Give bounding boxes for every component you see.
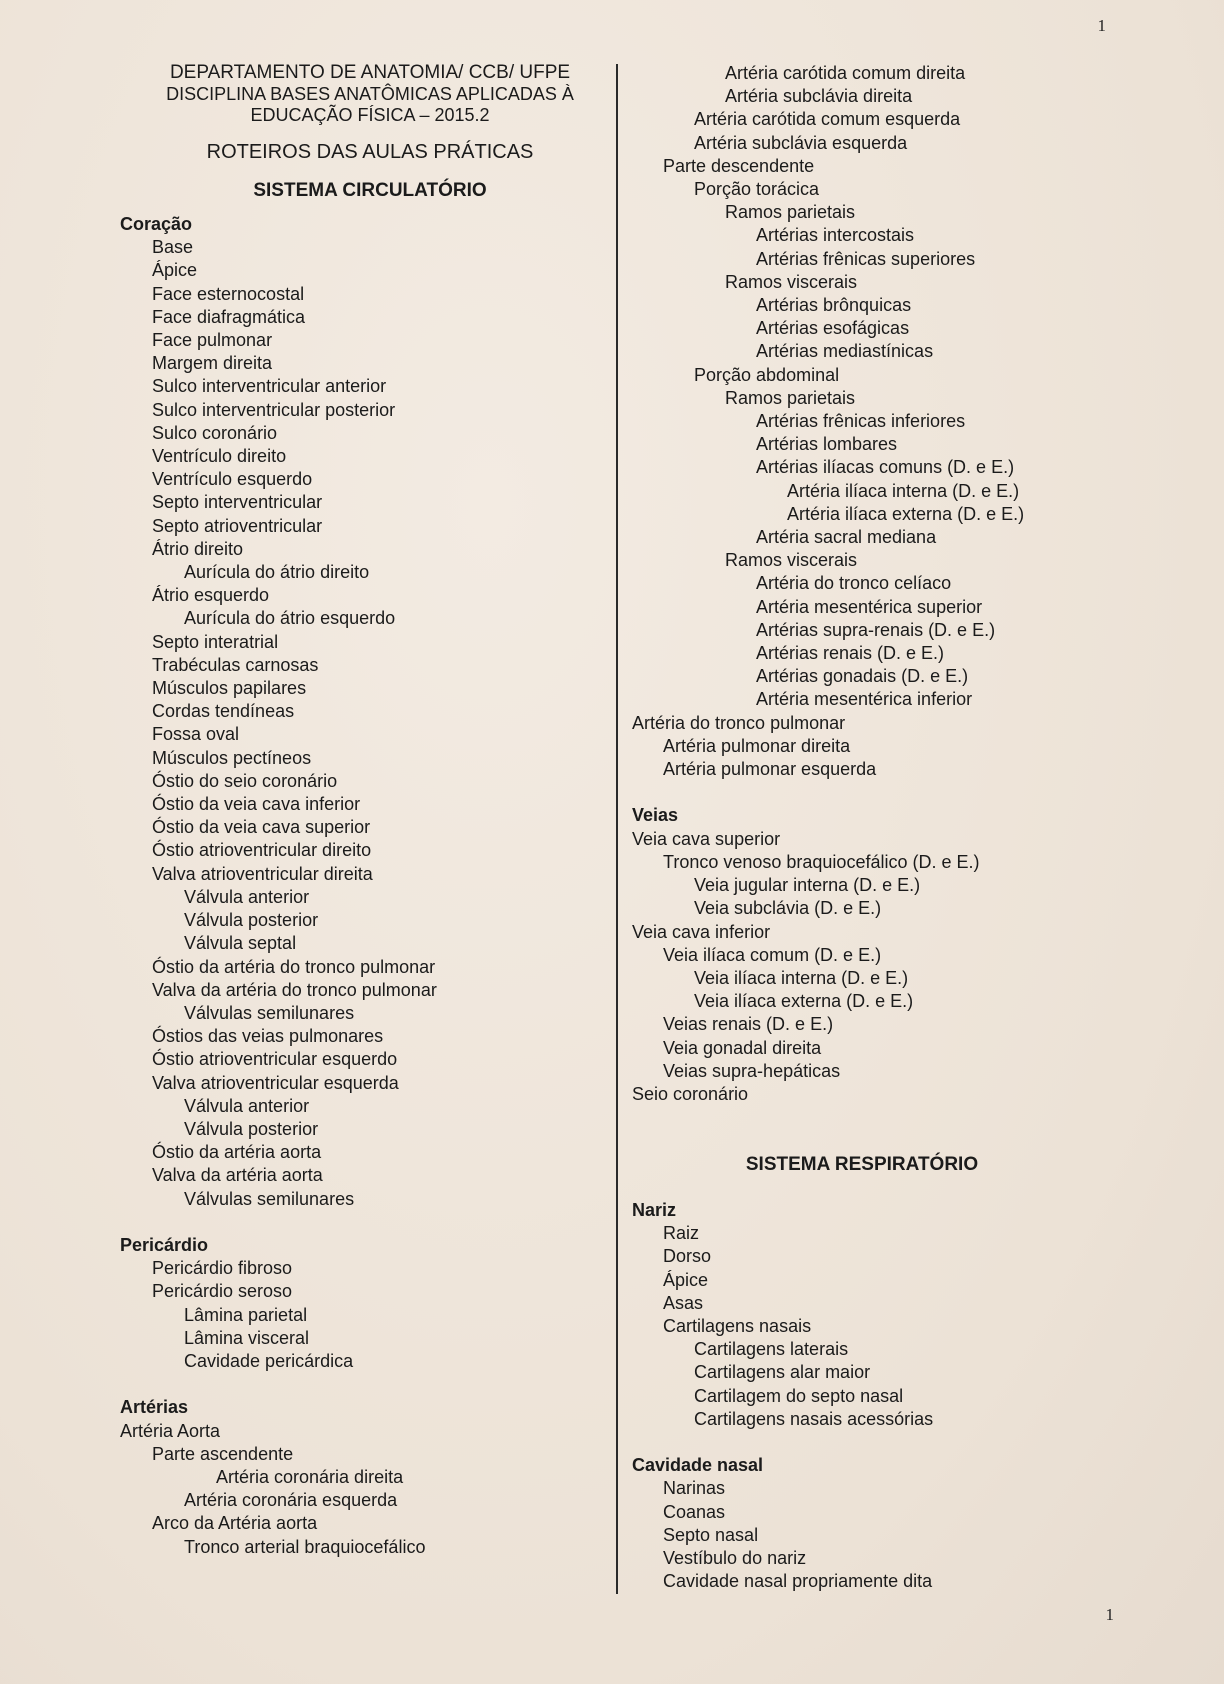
outline-item: Artérias frênicas superiores — [756, 248, 976, 269]
outline-item: Átrio esquerdo — [152, 585, 270, 606]
header-roteiros: ROTEIROS DAS AULAS PRÁTICAS — [206, 141, 534, 163]
outline-item: Válvula posterior — [184, 1118, 319, 1139]
outline-item: Septo interatrial — [152, 631, 279, 652]
outline-item: Artéria subclávia esquerda — [694, 132, 908, 153]
outline-item: Artérias supra-renais (D. e E.) — [756, 619, 996, 640]
outline-item: Artérias lombares — [756, 434, 898, 455]
outline-item: Face esternocostal — [152, 283, 305, 304]
outline-item: Dorso — [663, 1246, 712, 1267]
outline-item: Pericárdio seroso — [152, 1281, 293, 1302]
outline-item: Porção torácica — [694, 179, 820, 200]
outline-item: Veias renais (D. e E.) — [663, 1014, 834, 1035]
left-column — [120, 62, 600, 1559]
outline-item: Artéria sacral mediana — [756, 527, 937, 548]
section-heading: Cavidade nasal — [632, 1455, 764, 1476]
outline-item: Artéria coronária esquerda — [184, 1490, 398, 1511]
outline-item: Fossa oval — [152, 724, 240, 745]
outline-item: Óstio atrioventricular direito — [152, 840, 372, 861]
spacer — [632, 1431, 1092, 1454]
outline-item: Septo atrioventricular — [152, 515, 323, 536]
outline-item: Veia ilíaca comum (D. e E.) — [663, 944, 882, 965]
outline-item: Artéria pulmonar esquerda — [663, 759, 877, 780]
outline-item: Cartilagem do septo nasal — [694, 1385, 904, 1406]
section-title-circulatorio: SISTEMA CIRCULATÓRIO — [253, 180, 487, 201]
outline-item: Sulco interventricular anterior — [152, 376, 387, 397]
outline-item: Artéria coronária direita — [216, 1466, 404, 1487]
header-course: EDUCAÇÃO FÍSICA – 2015.2 — [250, 105, 490, 125]
outline-item: Artérias gonadais (D. e E.) — [756, 666, 969, 687]
outline-item: Óstio da artéria do tronco pulmonar — [152, 956, 436, 977]
outline-item: Veias supra-hepáticas — [663, 1060, 841, 1081]
outline-item: Seio coronário — [632, 1083, 749, 1104]
outline-item: Raiz — [663, 1223, 700, 1244]
outline-item: Cavidade pericárdica — [184, 1350, 354, 1371]
outline-item: Narinas — [663, 1478, 726, 1499]
outline-item: Óstio da veia cava inferior — [152, 794, 361, 815]
outline-item: Artérias renais (D. e E.) — [756, 643, 945, 664]
outline-item: Ápice — [663, 1269, 709, 1290]
outline-item: Lâmina parietal — [184, 1304, 308, 1325]
outline-item: Porção abdominal — [694, 364, 840, 385]
right-outline-list — [632, 62, 1092, 1593]
outline-item: Lâmina visceral — [184, 1327, 310, 1348]
outline-item: Face diafragmática — [152, 306, 306, 327]
outline-item: Sulco coronário — [152, 422, 278, 443]
header-discipline: DISCIPLINA BASES ANATÔMICAS APLICADAS À — [166, 84, 574, 104]
outline-item: Cartilagens laterais — [694, 1339, 849, 1360]
left-outline-list — [120, 213, 600, 1559]
right-column — [632, 62, 1092, 1593]
outline-item: Artéria do tronco celíaco — [756, 573, 952, 594]
document-header — [120, 62, 600, 203]
outline-item: Cartilagens nasais acessórias — [694, 1408, 934, 1429]
outline-item: Artéria ilíaca externa (D. e E.) — [787, 503, 1025, 524]
outline-item: Artérias ilíacas comuns (D. e E.) — [756, 457, 1015, 478]
section-heading: Coração — [120, 214, 193, 234]
outline-item: Vestíbulo do nariz — [663, 1547, 807, 1568]
outline-item: Átrio direito — [152, 538, 244, 559]
outline-item: Veia gonadal direita — [663, 1037, 822, 1058]
outline-item: Pericárdio fibroso — [152, 1258, 293, 1279]
outline-item: Veia ilíaca interna (D. e E.) — [694, 967, 909, 988]
outline-item: Artérias frênicas inferiores — [756, 411, 966, 432]
outline-item: Ramos parietais — [725, 387, 856, 408]
outline-item: Óstio da veia cava superior — [152, 817, 371, 838]
outline-item: Músculos pectíneos — [152, 747, 312, 768]
outline-item: Sulco interventricular posterior — [152, 399, 396, 420]
spacer — [120, 1211, 600, 1234]
section-heading: Artérias — [120, 1397, 189, 1418]
outline-item: Valva atrioventricular direita — [152, 863, 373, 884]
spacer — [632, 1129, 1092, 1152]
outline-item: Artéria carótida comum esquerda — [694, 109, 961, 130]
outline-item: Artéria do tronco pulmonar — [632, 712, 846, 733]
outline-item: Valva da artéria aorta — [152, 1165, 323, 1186]
section-title: SISTEMA RESPIRATÓRIO — [745, 1153, 979, 1175]
header-department: DEPARTAMENTO DE ANATOMIA/ CCB/ UFPE — [169, 62, 571, 83]
outline-item: Óstio do seio coronário — [152, 770, 338, 791]
outline-item: Artérias brônquicas — [756, 295, 912, 316]
outline-item: Válvula anterior — [184, 1095, 310, 1116]
section-heading: Veias — [632, 805, 679, 826]
outline-item: Cavidade nasal propriamente dita — [663, 1571, 933, 1592]
outline-item: Artéria Aorta — [120, 1420, 221, 1441]
outline-item: Asas — [663, 1292, 704, 1313]
page-number-top: 1 — [1097, 16, 1106, 35]
outline-item: Trabéculas carnosas — [152, 654, 319, 675]
outline-item: Válvulas semilunares — [184, 1002, 355, 1023]
spacer — [632, 1106, 1092, 1129]
outline-item: Coanas — [663, 1501, 726, 1522]
outline-item: Artéria mesentérica inferior — [756, 689, 973, 710]
spacer — [632, 781, 1092, 804]
outline-item: Veia ilíaca externa (D. e E.) — [694, 991, 914, 1012]
outline-item: Válvula posterior — [184, 910, 319, 931]
outline-item: Tronco venoso braquiocefálico (D. e E.) — [663, 851, 980, 872]
outline-item: Ramos viscerais — [725, 550, 858, 571]
outline-item: Ventrículo esquerdo — [152, 469, 313, 490]
outline-item: Veia subclávia (D. e E.) — [694, 898, 882, 919]
outline-item: Valva atrioventricular esquerda — [152, 1072, 399, 1093]
page-number-bottom: 1 — [1105, 1605, 1114, 1624]
outline-item: Válvula septal — [184, 933, 297, 954]
outline-item: Músculos papilares — [152, 678, 307, 699]
outline-item: Arco da Artéria aorta — [152, 1513, 318, 1534]
outline-item: Cartilagens alar maior — [694, 1362, 871, 1383]
outline-item: Veia jugular interna (D. e E.) — [694, 875, 921, 896]
outline-item: Artérias mediastínicas — [756, 341, 934, 362]
outline-item: Parte descendente — [663, 155, 815, 176]
spacer — [120, 1373, 600, 1396]
outline-item: Aurícula do átrio direito — [184, 562, 370, 583]
outline-item: Ramos viscerais — [725, 271, 858, 292]
outline-item: Base — [152, 237, 194, 258]
outline-item: Septo nasal — [663, 1524, 759, 1545]
outline-item: Ventrículo direito — [152, 446, 287, 467]
outline-item: Óstio da artéria aorta — [152, 1142, 322, 1163]
outline-item: Parte ascendente — [152, 1443, 294, 1464]
outline-item: Veia cava superior — [632, 828, 781, 849]
section-heading: Nariz — [632, 1199, 677, 1220]
outline-item: Artéria carótida comum direita — [725, 63, 966, 83]
outline-item: Artéria pulmonar direita — [663, 735, 851, 756]
outline-item: Face pulmonar — [152, 330, 273, 351]
column-divider — [616, 64, 618, 1594]
outline-item: Artéria mesentérica superior — [756, 596, 983, 617]
outline-item: Artéria ilíaca interna (D. e E.) — [787, 480, 1020, 501]
outline-item: Válvulas semilunares — [184, 1188, 355, 1209]
outline-item: Margem direita — [152, 353, 273, 374]
outline-item: Óstio atrioventricular esquerdo — [152, 1049, 398, 1070]
outline-item: Aurícula do átrio esquerdo — [184, 608, 396, 629]
outline-item: Óstios das veias pulmonares — [152, 1026, 384, 1047]
outline-item: Artérias intercostais — [756, 225, 915, 246]
outline-item: Ápice — [152, 260, 198, 281]
outline-item: Valva da artéria do tronco pulmonar — [152, 979, 437, 1000]
outline-item: Tronco arterial braquiocefálico — [184, 1536, 426, 1557]
outline-item: Veia cava inferior — [632, 921, 771, 942]
outline-item: Artérias esofágicas — [756, 318, 910, 339]
section-heading: Pericárdio — [120, 1234, 209, 1255]
spacer — [632, 1176, 1092, 1199]
outline-item: Artéria subclávia direita — [725, 86, 913, 107]
outline-item: Válvula anterior — [184, 886, 310, 907]
outline-item: Ramos parietais — [725, 202, 856, 223]
outline-item: Septo interventricular — [152, 492, 323, 513]
outline-item: Cordas tendíneas — [152, 701, 295, 722]
outline-item: Cartilagens nasais — [663, 1315, 812, 1336]
